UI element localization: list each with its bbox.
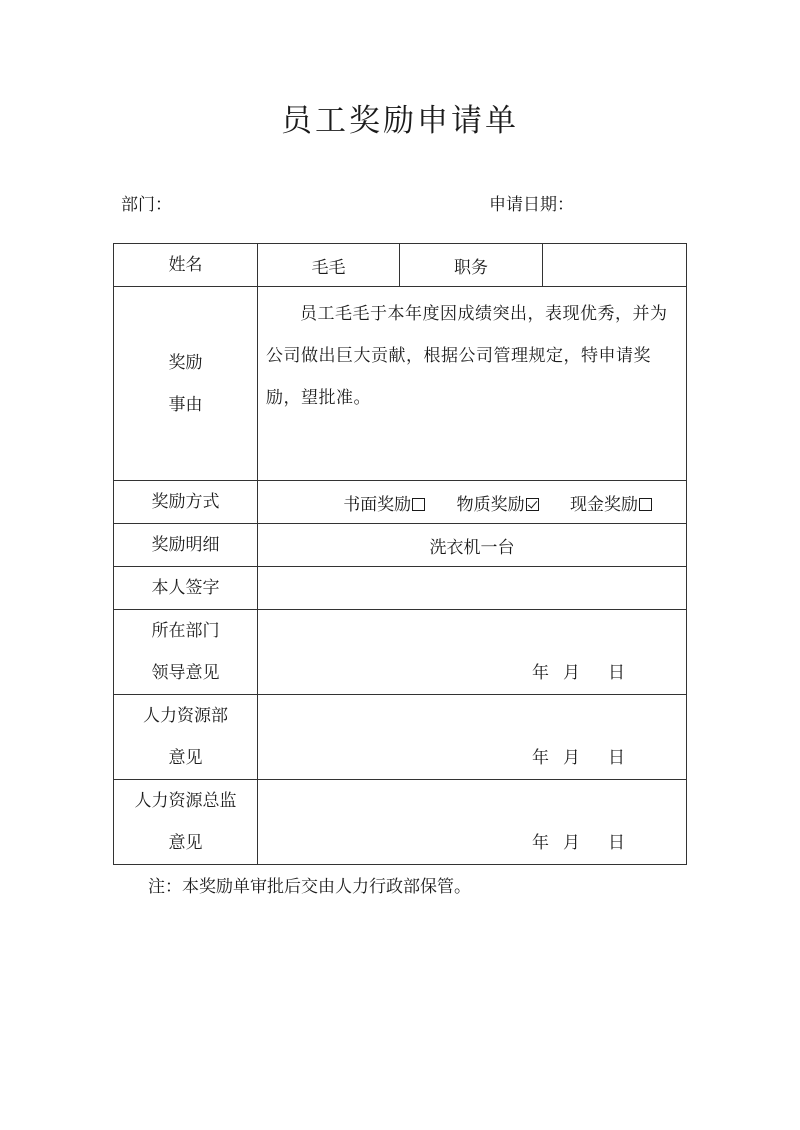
- method-option-material[interactable]: [457, 495, 539, 515]
- method-label: 奖励方式: [114, 481, 258, 524]
- reason-label: [114, 287, 258, 481]
- signature-field[interactable]: [258, 567, 687, 610]
- hr-label: [114, 695, 258, 780]
- hr-director-label-line1: 人力资源总监: [134, 791, 237, 811]
- reason-row: [114, 287, 687, 481]
- reason-text[interactable]: 员工毛毛于本年度因成绩突出，表现优秀，并为公司做出巨大贡献，根据公司管理规定，特申请奖励，望批准。: [258, 287, 687, 481]
- application-date-label: 申请日期：: [489, 195, 574, 215]
- name-row: [114, 244, 687, 287]
- hr-label-line2: 意见: [168, 748, 203, 768]
- dept-leader-row: [114, 610, 687, 695]
- position-value[interactable]: [543, 244, 687, 287]
- method-option-cash-label: 现金奖励: [570, 494, 638, 515]
- hr-director-label: [114, 780, 258, 865]
- reward-application-table: [113, 243, 687, 865]
- signature-row: [114, 567, 687, 610]
- date-day: 日: [608, 748, 625, 768]
- written-checkbox-icon[interactable]: [412, 498, 425, 511]
- form-title: 员工奖励申请单: [281, 103, 519, 139]
- method-option-cash[interactable]: [570, 495, 652, 515]
- date-year: 年: [532, 663, 549, 683]
- position-label: 职务: [400, 244, 543, 287]
- detail-value[interactable]: 洗衣机一台: [258, 524, 687, 567]
- detail-row: [114, 524, 687, 567]
- name-label: 姓名: [114, 244, 258, 287]
- hr-opinion-field[interactable]: [258, 695, 687, 780]
- date-month: 月: [563, 833, 580, 853]
- hr-label-line1: 人力资源部: [143, 706, 228, 726]
- cash-checkbox-icon[interactable]: [639, 498, 652, 511]
- hr-director-row: [114, 780, 687, 865]
- dept-leader-label-line1: 所在部门: [151, 621, 220, 641]
- method-options: [258, 481, 687, 524]
- name-value[interactable]: 毛毛: [258, 244, 400, 287]
- signature-label: 本人签字: [114, 567, 258, 610]
- hr-director-opinion-field[interactable]: [258, 780, 687, 865]
- method-option-written-label: 书面奖励: [343, 494, 412, 515]
- date-month: 月: [563, 748, 580, 768]
- date-day: 日: [608, 663, 625, 683]
- date-month: 月: [563, 663, 580, 683]
- footnote: 注：本奖励单审批后交由人力行政部保管。: [148, 877, 471, 897]
- date-year: 年: [532, 748, 549, 768]
- dept-leader-opinion-field[interactable]: [258, 610, 687, 695]
- hr-director-label-line2: 意见: [168, 833, 203, 853]
- method-option-written[interactable]: [343, 495, 425, 515]
- method-option-material-label: 物质奖励: [456, 494, 525, 515]
- department-label: 部门：: [121, 195, 172, 215]
- detail-label: 奖励明细: [114, 524, 258, 567]
- method-row: [114, 481, 687, 524]
- date-year: 年: [532, 833, 549, 853]
- hr-row: [114, 695, 687, 780]
- dept-leader-label-line2: 领导意见: [151, 663, 220, 683]
- dept-leader-label: [114, 610, 258, 695]
- reason-label-line2: 事由: [168, 394, 203, 415]
- reason-label-line1: 奖励: [168, 352, 203, 373]
- date-day: 日: [608, 833, 625, 853]
- material-checkbox-checked-icon[interactable]: [526, 498, 539, 511]
